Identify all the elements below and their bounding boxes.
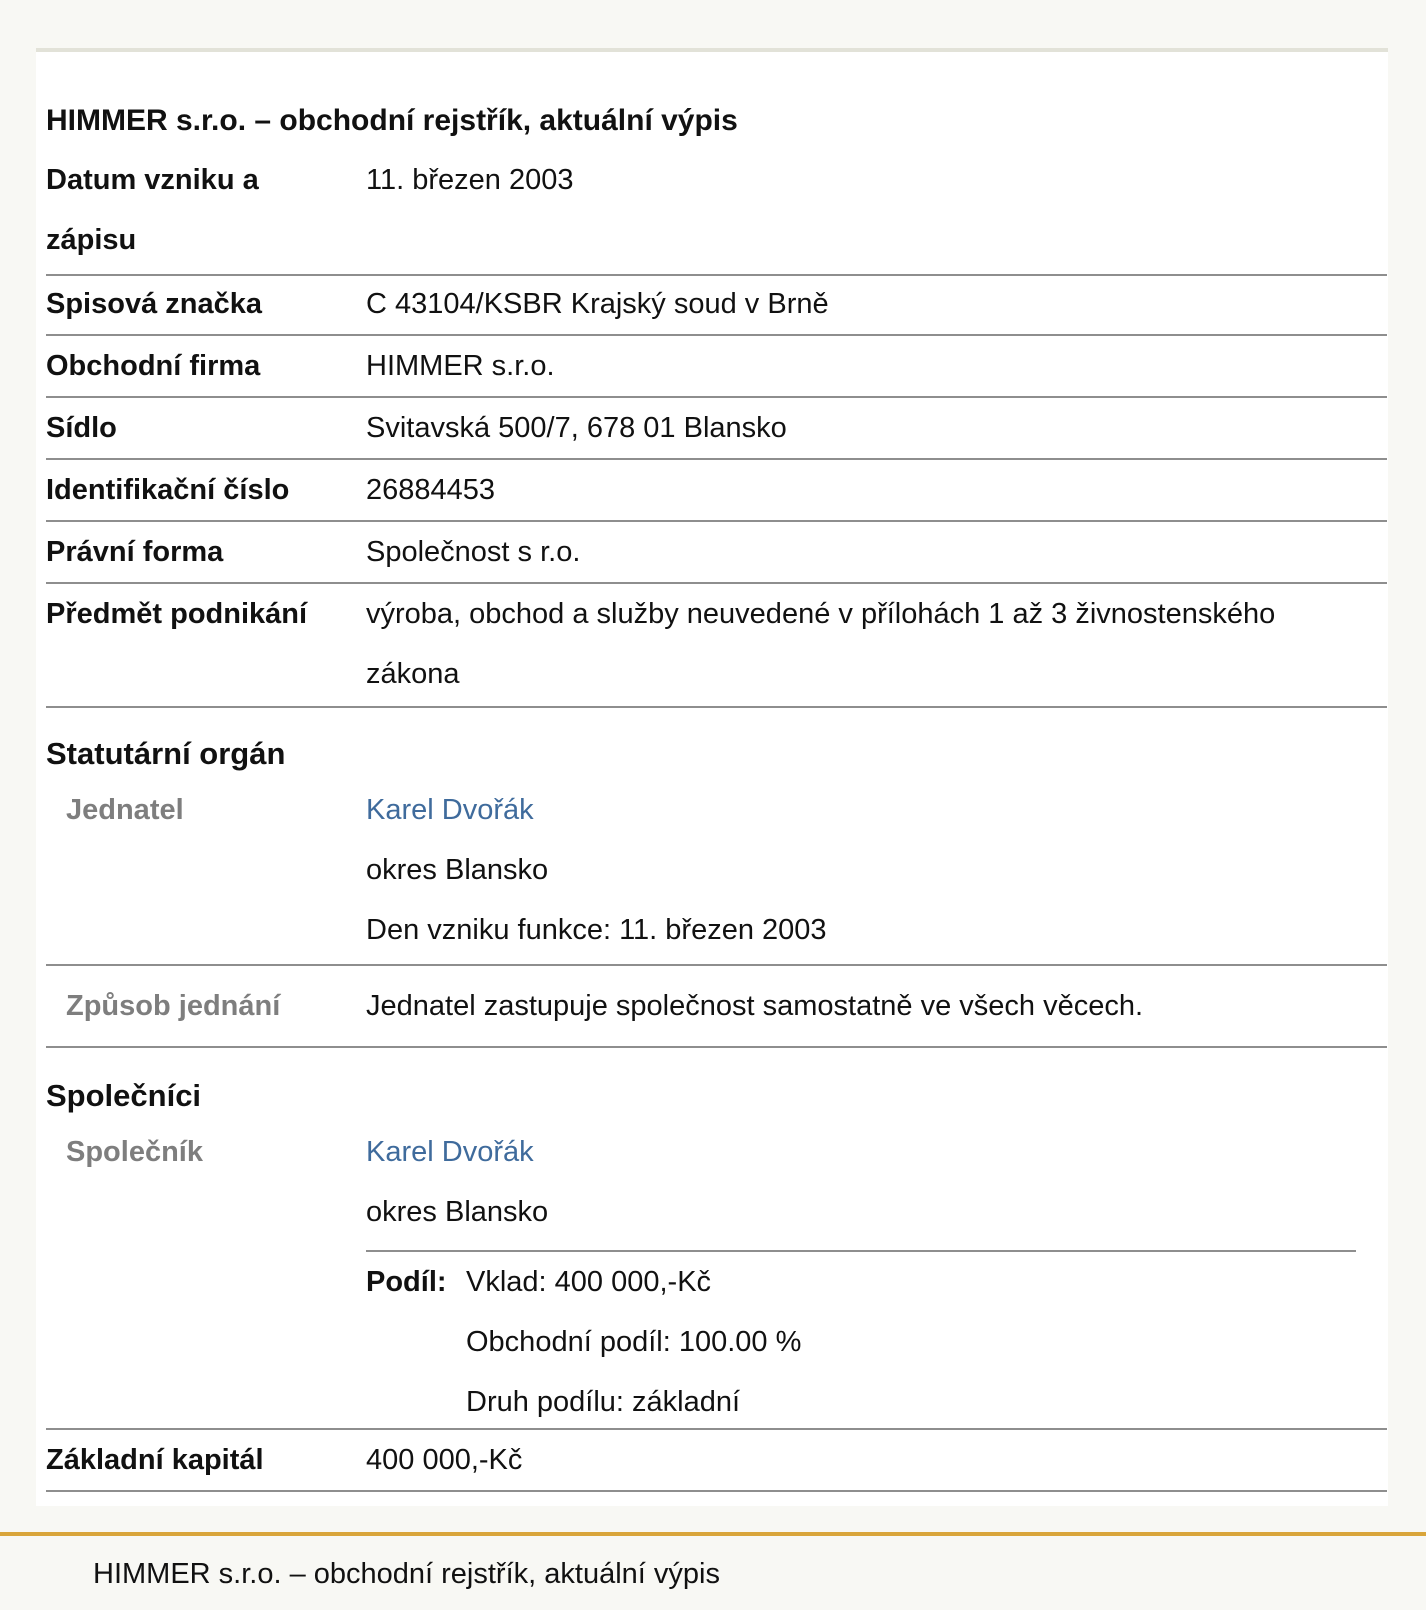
label-obchodni-firma: Obchodní firma: [46, 350, 261, 382]
spolecnik-details: [366, 1122, 1346, 1242]
share-obchodni-podil: Obchodní podíl: 100.00 %: [466, 1326, 802, 1358]
share-values: [466, 1252, 801, 1432]
value-datum-vzniku: 11. březen 2003: [366, 164, 574, 196]
jednatel-name-link[interactable]: Karel Dvořák: [366, 794, 534, 826]
page-title: HIMMER s.r.o. – obchodní rejstřík, aktuální výpis: [46, 104, 738, 137]
footer-title: HIMMER s.r.o. – obchodní rejstřík, aktuální výpis: [93, 1558, 720, 1590]
value-zakladni-kapital: 400 000,-Kč: [366, 1444, 523, 1476]
label-predmet-podnikani: Předmět podnikání: [46, 598, 308, 630]
row-predmet-podnikani: [46, 584, 1387, 708]
label-sidlo: Sídlo: [46, 412, 117, 444]
row-identifikacni-cislo: [46, 460, 1387, 522]
value-spisova-znacka: C 43104/KSBR Krajský soud v Brně: [366, 288, 829, 320]
share-label: Podíl:: [366, 1266, 447, 1298]
section-statutarni-organ: Statutární orgán: [46, 736, 286, 771]
register-extract-card: [36, 48, 1388, 1506]
spolecnik-name-link[interactable]: Karel Dvořák: [366, 1136, 534, 1168]
label-zakladni-kapital: Základní kapitál: [46, 1444, 264, 1476]
page-footer: [0, 1532, 1426, 1610]
section-spolecnici: Společníci: [46, 1078, 202, 1113]
row-obchodni-firma: [46, 336, 1387, 398]
value-pravni-forma: Společnost s r.o.: [366, 536, 581, 568]
jednatel-function-since: Den vzniku funkce: 11. březen 2003: [366, 914, 827, 946]
row-spisova-znacka: [46, 274, 1387, 336]
label-identifikacni-cislo: Identifikační číslo: [46, 474, 290, 506]
value-sidlo: Svitavská 500/7, 678 01 Blansko: [366, 412, 787, 444]
share-vklad: Vklad: 400 000,-Kč: [466, 1266, 712, 1298]
jednatel-district: okres Blansko: [366, 854, 549, 886]
label-datum-vzniku: Datum vzniku a zápisu: [46, 164, 259, 256]
label-jednatel: Jednatel: [66, 794, 184, 826]
label-pravni-forma: Právní forma: [46, 536, 224, 568]
row-datum-vzniku: [46, 150, 1387, 276]
share-block: [366, 1250, 1356, 1418]
value-obchodni-firma: HIMMER s.r.o.: [366, 350, 555, 382]
value-predmet-podnikani: výroba, obchod a služby neuvedené v přílohách 1 až 3 živnostenského zákona: [366, 598, 1276, 690]
share-druh-podilu: Druh podílu: základní: [466, 1386, 741, 1418]
row-zakladni-kapital: [46, 1430, 1387, 1492]
value-zpusob-jednani: Jednatel zastupuje společnost samostatně ve všech věcech.: [366, 990, 1144, 1022]
jednatel-details: [366, 780, 1346, 960]
row-zpusob-jednani: [46, 966, 1387, 1048]
row-spolecnik: [46, 1122, 1387, 1430]
label-spolecnik: Společník: [66, 1136, 203, 1168]
row-pravni-forma: [46, 522, 1387, 584]
row-jednatel: [46, 780, 1387, 966]
spolecnik-district: okres Blansko: [366, 1196, 549, 1228]
row-sidlo: [46, 398, 1387, 460]
label-spisova-znacka: Spisová značka: [46, 288, 262, 320]
value-identifikacni-cislo: 26884453: [366, 474, 496, 506]
label-zpusob-jednani: Způsob jednání: [66, 990, 281, 1022]
